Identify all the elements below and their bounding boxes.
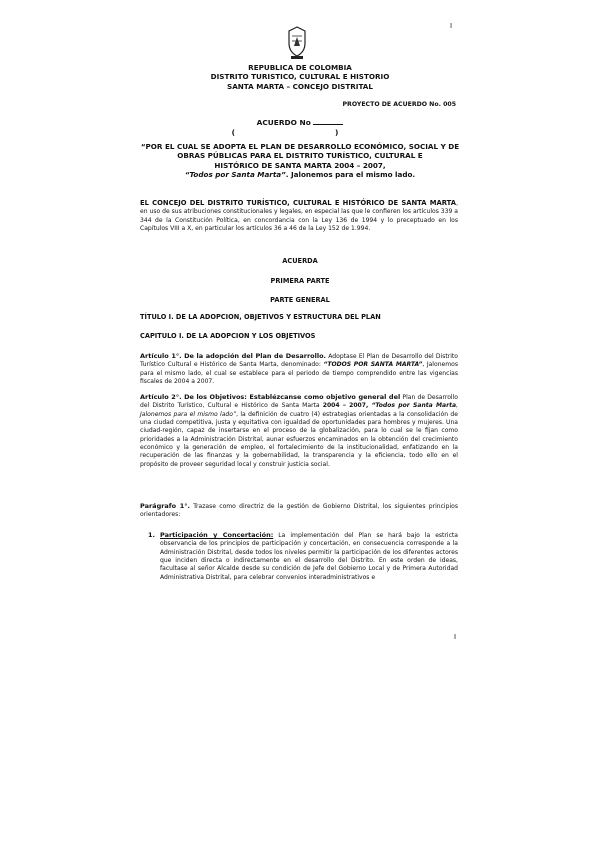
articulo-2-text-a: Plan de Desarrollo del Distrito Turístico, Cultural e Histórico de Santa Marta	[140, 394, 458, 410]
header-line-3: SANTA MARTA – CONCEJO DISTRITAL	[227, 81, 373, 91]
articulo-2-text-b: , la definición de cuatro (4) estrategias orientadas a la consolidación de una ciudad competitiva, justa y equitativa con igualdad de oportunidades para hombres y mujeres. Una ciudad-región, capaz de insertarse en el proceso de la globalización, para lo cual se le fijan como prioridades a la Administración Distrital, aunar esfuerzos encaminados en la obtención del crecimiento económico y la generación de empleo, el fortalecimiento de la institucionalidad, enfatizando en la recuperación de las finanzas y la gobernabilidad, la transparencia y la eficiencia, todo ello en el propósito de proveer seguridad local y construir justicia social.	[140, 410, 458, 468]
paragrafo-1-text: Trazase como directriz de la gestión de Gobierno Distrital, los siguientes principios orientadores:	[140, 503, 458, 519]
title-slogan-rest: . Jalonemos para el mismo lado.	[285, 169, 416, 179]
document-title	[140, 142, 460, 179]
acuerda-heading: ACUERDA	[282, 257, 318, 265]
preamble-bold: EL CONCEJO DEL DISTRITO TURÍSTICO, CULTURAL E HISTÓRICO DE SANTA MARTA	[140, 199, 457, 207]
title-line-2: OBRAS PÚBLICAS PARA EL DISTRITO TURÍSTICO, CULTURAL E	[177, 151, 423, 161]
paragrafo-1-paragraph	[140, 502, 458, 520]
acuerdo-no-label: ACUERDO No	[256, 118, 311, 127]
parte-general-heading: PARTE GENERAL	[270, 296, 330, 304]
paren-close: )	[335, 128, 339, 137]
acuerdo-no-blank	[313, 124, 343, 125]
articulo-2-years: 2004 – 2007,	[322, 402, 369, 410]
titulo-1-heading: TÍTULO I. DE LA ADOPCION, OBJETIVOS Y ESTRUCTURA DEL PLAN	[140, 313, 381, 321]
list-item-text: La implementación del Plan se hará bajo la estricta observancia de los principios de participación y concertación, en consecuencia corresponde a la Administración Distrital, desde todos los niveles permitir la participación de los diferentes actores que inciden directa o indirectamente en el desarrollo del Distrito. En este orden de ideas, facultase al señor Alcalde desde su condición de Jefe del Gobierno Local y de Primera Autoridad Administrativa Distrital, para celebrar convenios interadministrativos e	[160, 532, 458, 581]
title-line-3: HISTÓRICO DE SANTA MARTA 2004 – 2007,	[214, 160, 386, 170]
title-slogan: “Todos por Santa Marta”	[184, 169, 286, 179]
proyecto-label: PROYECTO DE ACUERDO No. 005	[342, 101, 456, 108]
articulo-1-paragraph	[140, 352, 458, 386]
acuerdo-number	[200, 118, 400, 138]
articulo-1-text-a: Adoptase El Plan de Desarrollo del Distrito Turístico Cultural e Histórico de Santa Marta, denominado:	[140, 353, 458, 369]
articulo-1-text-b: , Jalonemos para el mismo lado, el cual se establece para el periodo de tiempo comprendido entre las vigencias fiscales de 2004 a 2007.	[140, 361, 458, 386]
header	[140, 63, 460, 91]
list-item-number: 1.	[148, 531, 155, 539]
articulo-1-heading: Artículo 1°. De la adopción del Plan de Desarrollo.	[140, 352, 327, 360]
articulo-2-heading: Artículo 2°. De los Objetivos: Establézcanse como objetivo general del	[140, 393, 401, 401]
list-item	[148, 531, 458, 582]
title-line-1: “POR EL CUAL SE ADOPTA EL PLAN DE DESARROLLO ECONÓMICO, SOCIAL Y DE	[140, 142, 460, 151]
preamble-text: , en uso de sus atribuciones constitucionales y legales, en especial las que le confieren los artículos 339 a 344 de la Constitución Política, en concordancia con la Ley 136 de 1994 y lo preceptuado en los Capítulos VIII a X, en particular los artículos 36 a 46 de la Ley 152 de 1.994.	[140, 200, 458, 233]
list-item-title: Participación y Concertación:	[160, 531, 274, 539]
page-number: I	[450, 22, 453, 30]
coat-of-arms-icon	[286, 26, 308, 60]
header-line-1: REPUBLICA DE COLOMBIA	[248, 63, 352, 72]
page-number-bottom: I	[454, 633, 457, 641]
articulo-2-slogan: “Todos por Santa Marta	[368, 402, 457, 410]
capitulo-1-heading: CAPITULO I. DE LA ADOPCION Y LOS OBJETIVOS	[140, 332, 316, 340]
paragrafo-1-heading: Parágrafo 1°.	[140, 502, 190, 510]
paren-open: (	[231, 128, 235, 137]
preamble-paragraph	[140, 199, 458, 233]
articulo-2-slogan-rest: , Jalonemos para el mismo lado”	[140, 402, 458, 418]
primera-parte-heading: PRIMERA PARTE	[270, 277, 330, 285]
articulo-2-paragraph	[140, 393, 458, 469]
header-line-2: DISTRITO TURISTICO, CULTURAL E HISTORIO	[210, 72, 390, 82]
articulo-1-slogan: “TODOS POR SANTA MARTA”	[323, 361, 423, 369]
